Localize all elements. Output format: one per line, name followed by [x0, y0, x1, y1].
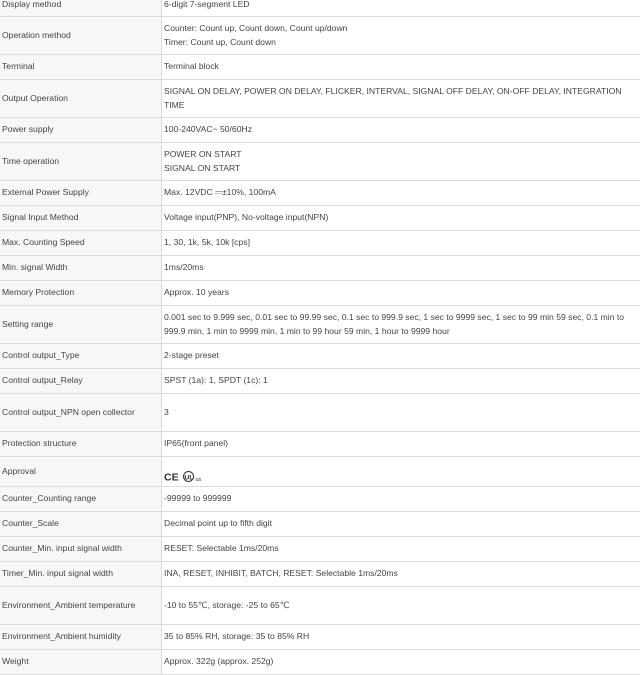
row-label: Control output_NPN open collector — [0, 394, 162, 432]
table-row — [0, 0, 640, 17]
row-label: Environment_Ambient temperature — [0, 587, 162, 625]
row-value: 0.001 sec to 9.999 sec, 0.01 sec to 99.99 sec, 0.1 sec to 999.9 sec, 1 sec to 9999 sec, 1 sec to 99 min 59 sec, 0.1 min to 999.9 min, 1 min to 9999 min, 1 min to 99 hour 59 min, 1 hour to 9999 hour — [162, 306, 640, 344]
row-label: Min. signal Width — [0, 256, 162, 281]
row-value: Approx. 322g (approx. 252g) — [162, 650, 640, 675]
row-value: 1ms/20ms — [162, 256, 640, 281]
table-row — [0, 457, 640, 487]
row-label: Memory Protection — [0, 281, 162, 306]
table-row — [0, 118, 640, 143]
row-label: Counter_Scale — [0, 512, 162, 537]
approval-value — [162, 457, 640, 487]
svg-text:CE: CE — [164, 471, 179, 482]
table-row — [0, 181, 640, 206]
row-value: SIGNAL ON DELAY, POWER ON DELAY, FLICKER, INTERVAL, SIGNAL OFF DELAY, ON-OFF DELAY, INTEGRATION TIME — [162, 80, 640, 118]
table-row — [0, 587, 640, 625]
ul-listed-icon — [182, 471, 206, 482]
table-row — [0, 344, 640, 369]
row-value: Terminal block — [162, 55, 640, 80]
row-value: INA, RESET, INHIBIT, BATCH, RESET: Selectable 1ms/20ms — [162, 562, 640, 587]
row-value: RESET: Selectable 1ms/20ms — [162, 537, 640, 562]
svg-text:UL: UL — [184, 474, 193, 481]
row-value: 100-240VAC~ 50/60Hz — [162, 118, 640, 143]
row-label: Protection structure — [0, 432, 162, 457]
row-label: Control output_Type — [0, 344, 162, 369]
table-row — [0, 537, 640, 562]
row-label: Approval — [0, 457, 162, 487]
row-value: Max. 12VDC ⎓±10%, 100mA — [162, 181, 640, 206]
table-row — [0, 394, 640, 432]
row-value: Counter: Count up, Count down, Count up/down Timer: Count up, Count down — [162, 17, 640, 55]
table-row — [0, 562, 640, 587]
table-row — [0, 206, 640, 231]
row-value: 6-digit 7-segment LED — [162, 0, 640, 17]
table-row — [0, 625, 640, 650]
table-row — [0, 143, 640, 181]
row-label: Environment_Ambient humidity — [0, 625, 162, 650]
row-value: IP65(front panel) — [162, 432, 640, 457]
row-label: Counter_Min. input signal width — [0, 537, 162, 562]
table-row — [0, 281, 640, 306]
row-value: -99999 to 999999 — [162, 487, 640, 512]
row-value: 2-stage preset — [162, 344, 640, 369]
row-label: Weight — [0, 650, 162, 675]
row-value: Decimal point up to fifth digit — [162, 512, 640, 537]
row-label: Operation method — [0, 17, 162, 55]
table-row — [0, 512, 640, 537]
row-label: Output Operation — [0, 80, 162, 118]
table-row — [0, 80, 640, 118]
row-value: Voltage input(PNP), No-voltage input(NPN) — [162, 206, 640, 231]
row-label: Timer_Min. input signal width — [0, 562, 162, 587]
row-label: Display method — [0, 0, 162, 17]
row-label: Counter_Counting range — [0, 487, 162, 512]
row-label: Power supply — [0, 118, 162, 143]
svg-text:us: us — [196, 477, 202, 482]
row-label: Time operation — [0, 143, 162, 181]
row-value: 35 to 85% RH, storage: 35 to 85% RH — [162, 625, 640, 650]
row-label: Max. Counting Speed — [0, 231, 162, 256]
table-row — [0, 55, 640, 80]
table-row — [0, 17, 640, 55]
ce-mark-icon — [164, 471, 180, 482]
table-row — [0, 369, 640, 394]
row-value: Approx. 10 years — [162, 281, 640, 306]
row-value: POWER ON START SIGNAL ON START — [162, 143, 640, 181]
table-row — [0, 432, 640, 457]
row-value: -10 to 55℃, storage: -25 to 65℃ — [162, 587, 640, 625]
row-value: SPST (1a): 1, SPDT (1c): 1 — [162, 369, 640, 394]
table-row — [0, 231, 640, 256]
table-row — [0, 256, 640, 281]
table-row — [0, 650, 640, 675]
table-row — [0, 306, 640, 344]
row-label: Signal Input Method — [0, 206, 162, 231]
row-label: Setting range — [0, 306, 162, 344]
table-row — [0, 487, 640, 512]
row-label: External Power Supply — [0, 181, 162, 206]
row-value: 3 — [162, 394, 640, 432]
row-label: Control output_Relay — [0, 369, 162, 394]
certification-marks — [164, 471, 206, 482]
row-label: Terminal — [0, 55, 162, 80]
row-value: 1, 30, 1k, 5k, 10k [cps] — [162, 231, 640, 256]
